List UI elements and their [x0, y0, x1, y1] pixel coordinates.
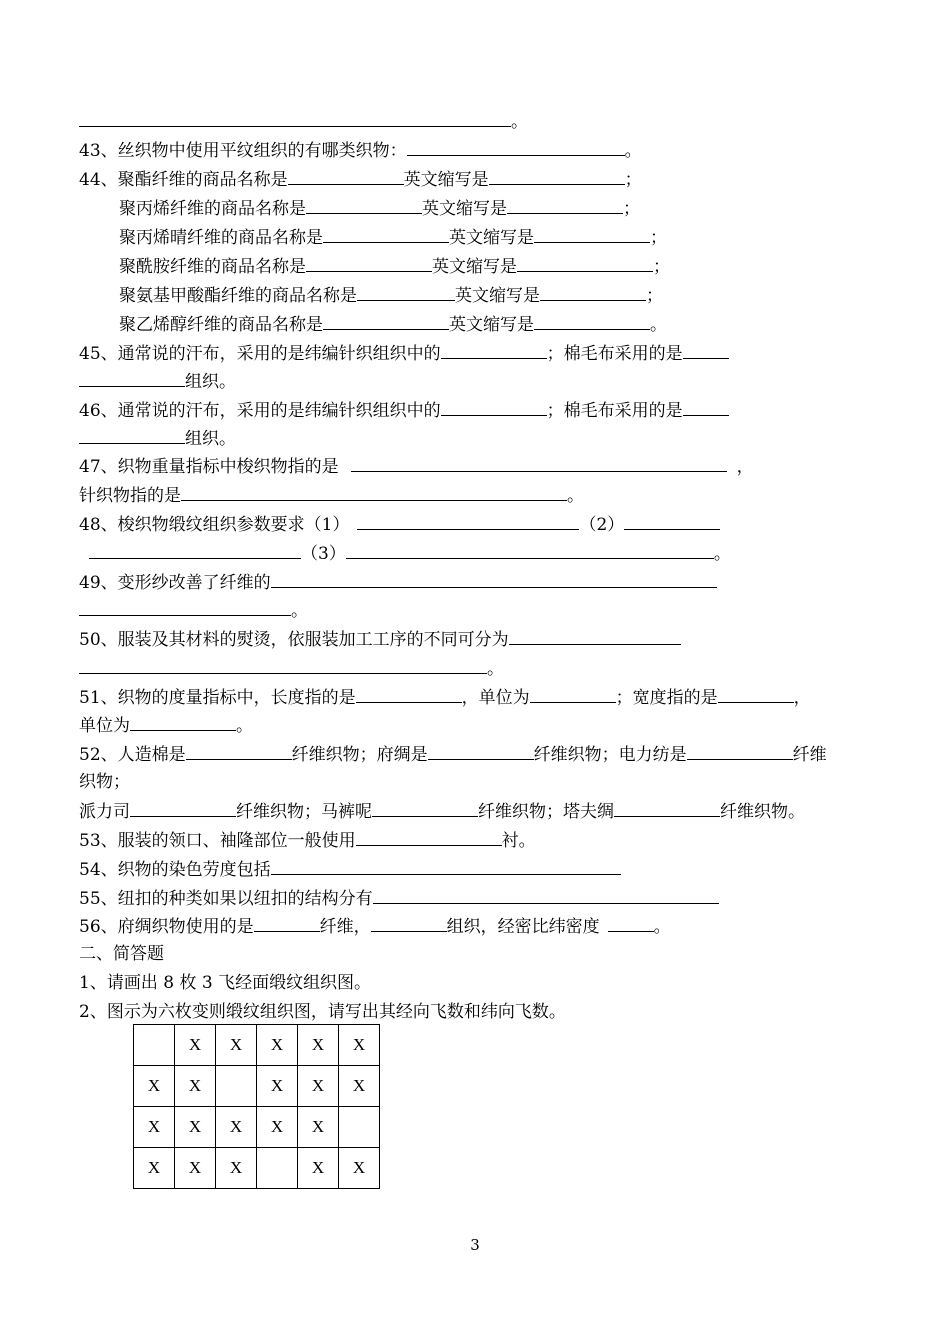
- grid-cell: X: [216, 1107, 257, 1148]
- answer-blank[interactable]: [79, 427, 185, 444]
- grid-cell: [216, 1066, 257, 1107]
- question-44-row: 聚酰胺纤维的商品名称是 英文缩写是 ；: [119, 257, 670, 277]
- grid-row: [134, 1107, 380, 1148]
- answer-blank[interactable]: [271, 858, 621, 875]
- answer-blank[interactable]: [79, 370, 185, 387]
- question-50: 50、服装及其材料的熨烫，依服装加工工序的不同可分为: [79, 628, 681, 651]
- grid-cell: X: [339, 1148, 380, 1189]
- grid-cell: X: [257, 1025, 298, 1066]
- grid-cell: X: [175, 1148, 216, 1189]
- answer-blank[interactable]: [371, 915, 447, 932]
- grid-cell: X: [175, 1025, 216, 1066]
- answer-blank[interactable]: [540, 284, 646, 301]
- answer-blank[interactable]: [79, 657, 487, 674]
- question-46: 46、通常说的汗布，采用的是纬编针织组织中的 ；棉毛布采用的是: [79, 399, 729, 422]
- answer-blank[interactable]: [357, 284, 455, 301]
- answer-blank[interactable]: [79, 599, 291, 616]
- answer-blank[interactable]: [356, 686, 462, 703]
- answer-blank[interactable]: [407, 139, 625, 156]
- section-heading: 二、简答题: [79, 944, 164, 964]
- page-number: 3: [470, 1236, 480, 1254]
- answer-blank[interactable]: [356, 829, 502, 846]
- short-answer-2: 2、图示为六枚变则缎纹组织图，请写出其经向飞数和纬向飞数。: [79, 1002, 566, 1022]
- question-52-cont2: 派力司 纤维织物；马裤呢 纤维织物；塔夫绸 纤维织物。: [79, 802, 805, 822]
- grid-cell: [134, 1025, 175, 1066]
- grid-row: [134, 1025, 380, 1066]
- answer-blank[interactable]: [441, 342, 547, 359]
- answer-blank[interactable]: [687, 743, 793, 760]
- grid-cell: X: [257, 1107, 298, 1148]
- answer-blank[interactable]: [534, 226, 650, 243]
- answer-blank[interactable]: [346, 542, 714, 559]
- answer-blank[interactable]: [441, 399, 547, 416]
- answer-blank[interactable]: [306, 197, 422, 214]
- weave-pattern-grid: [133, 1024, 380, 1189]
- grid-cell: X: [175, 1066, 216, 1107]
- grid-cell: [339, 1107, 380, 1148]
- question-49-cont: 。: [79, 599, 308, 622]
- grid-cell: X: [216, 1025, 257, 1066]
- question-44-row: 聚丙烯晴纤维的商品名称是 英文缩写是 ；: [119, 228, 667, 248]
- answer-blank[interactable]: [351, 455, 727, 472]
- answer-blank[interactable]: [130, 714, 236, 731]
- grid-cell: X: [257, 1066, 298, 1107]
- grid-cell: X: [175, 1107, 216, 1148]
- question-48: 48、梭织物缎纹组织参数要求（1） （2）: [79, 513, 720, 536]
- question-51-cont: 单位为 。: [79, 716, 253, 736]
- grid-cell: X: [298, 1025, 339, 1066]
- question-53: 53、服装的领口、袖隆部位一般使用 衬。: [79, 831, 536, 851]
- answer-blank[interactable]: [683, 342, 729, 359]
- grid-cell: X: [298, 1107, 339, 1148]
- question-44-row: 聚氨基甲酸酯纤维的商品名称是 英文缩写是 ；: [119, 286, 663, 306]
- grid-cell: X: [339, 1025, 380, 1066]
- question-56: 56、府绸织物使用的是 纤维， 组织，经密比纬密度 。: [79, 917, 671, 937]
- answer-blank[interactable]: [624, 513, 720, 530]
- grid-cell: [257, 1148, 298, 1189]
- grid-cell: X: [134, 1148, 175, 1189]
- answer-blank[interactable]: [534, 313, 650, 330]
- question-52-cont: 织物；: [79, 772, 130, 792]
- question-44-row: 聚乙烯醇纤维的商品名称是 英文缩写是 。: [119, 315, 667, 335]
- grid-cell: X: [216, 1148, 257, 1189]
- answer-blank[interactable]: [271, 571, 717, 588]
- question-49: 49、变形纱改善了纤维的: [79, 571, 717, 594]
- answer-blank[interactable]: [372, 800, 478, 817]
- answer-blank[interactable]: [373, 887, 719, 904]
- answer-blank[interactable]: [254, 915, 320, 932]
- answer-blank[interactable]: [517, 255, 653, 272]
- answer-blank[interactable]: [186, 743, 292, 760]
- q42-tail: 。: [79, 110, 528, 133]
- answer-blank[interactable]: [428, 743, 534, 760]
- answer-blank[interactable]: [306, 255, 432, 272]
- answer-blank[interactable]: [79, 110, 511, 127]
- short-answer-1: 1、请画出 8 枚 3 飞经面缎纹组织图。: [79, 973, 372, 993]
- question-55: 55、纽扣的种类如果以纽扣的结构分有: [79, 887, 719, 910]
- answer-blank[interactable]: [89, 542, 301, 559]
- question-45-cont: 组织。: [79, 370, 236, 393]
- answer-blank[interactable]: [608, 915, 654, 932]
- grid-cell: X: [134, 1066, 175, 1107]
- answer-blank[interactable]: [323, 226, 449, 243]
- question-52: 52、人造棉是 纤维织物；府绸是 纤维织物；电力纺是 纤维: [79, 745, 827, 765]
- answer-blank[interactable]: [683, 399, 729, 416]
- question-45: 45、通常说的汗布，采用的是纬编针织组织中的 ；棉毛布采用的是: [79, 342, 729, 365]
- grid-cell: X: [298, 1148, 339, 1189]
- question-44: 44、聚酯纤维的商品名称是 英文缩写是 ；: [79, 170, 642, 190]
- answer-blank[interactable]: [614, 800, 720, 817]
- question-50-cont: 。: [79, 657, 504, 680]
- question-44-row: 聚丙烯纤维的商品名称是 英文缩写是 ；: [119, 199, 640, 219]
- question-48-cont: （3） 。: [89, 542, 731, 565]
- grid-cell: X: [298, 1066, 339, 1107]
- answer-blank[interactable]: [718, 686, 794, 703]
- answer-blank[interactable]: [530, 686, 616, 703]
- question-51: 51、织物的度量指标中，长度指的是 ，单位为 ；宽度指的是 ，: [79, 688, 811, 708]
- question-46-cont: 组织。: [79, 427, 236, 450]
- answer-blank[interactable]: [509, 628, 681, 645]
- answer-blank[interactable]: [130, 800, 236, 817]
- answer-blank[interactable]: [323, 313, 449, 330]
- question-47-cont: 针织物指的是 。: [79, 486, 584, 506]
- answer-blank[interactable]: [507, 197, 623, 214]
- grid-cell: X: [134, 1107, 175, 1148]
- answer-blank[interactable]: [181, 484, 567, 501]
- answer-blank[interactable]: [489, 168, 625, 185]
- answer-blank[interactable]: [357, 513, 579, 530]
- grid-row: [134, 1066, 380, 1107]
- grid-cell: X: [339, 1066, 380, 1107]
- question-54: 54、织物的染色劳度包括: [79, 858, 621, 881]
- answer-blank[interactable]: [288, 168, 404, 185]
- grid-row: [134, 1148, 380, 1189]
- question-43: 43、丝织物中使用平纹组织的有哪类织物： 。: [79, 141, 642, 161]
- question-47: 47、织物重量指标中梭织物指的是 ，: [79, 457, 754, 477]
